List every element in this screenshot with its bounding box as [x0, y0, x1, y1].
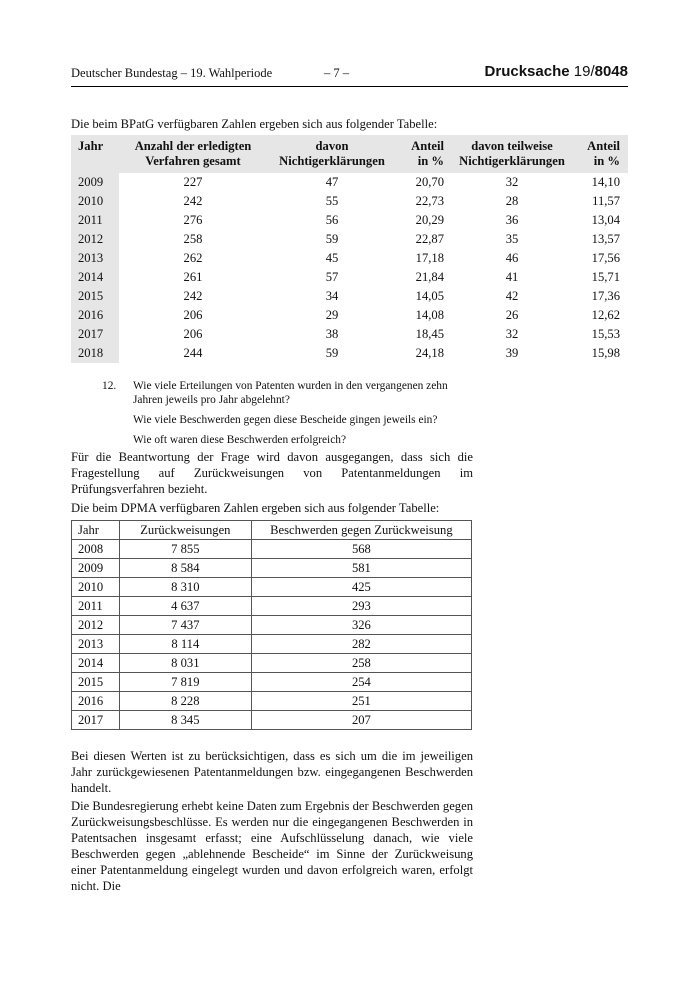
bpatg-header-cell: davon teilweise Nichtigerklärungen — [452, 135, 572, 173]
note-paragraph: Bei diesen Werten ist zu berücksichtigen, dass es sich um die im jeweiligen Jahr zurückgewiesenen Patentanmeldungen bzw. eingegangenen Beschwerden handelt. — [71, 749, 473, 795]
dpma-intro-text: Die beim DPMA verfügbaren Zahlen ergeben sich aus folgender Tabelle: — [71, 501, 440, 515]
header-number-prefix: 19/ — [573, 63, 595, 80]
bpatg-value-cell: 57 — [325, 270, 339, 284]
dpma-table-row — [72, 673, 472, 692]
bpatg-value-cell: 59 — [325, 346, 339, 360]
dpma-value-cell: 7 819 — [119, 673, 251, 692]
bpatg-year-cell: 2014 — [71, 268, 119, 287]
bpatg-value-cell: 262 — [183, 251, 203, 265]
dpma-year-cell: 2016 — [72, 692, 120, 711]
bpatg-year-cell: 2018 — [71, 344, 119, 363]
dpma-table — [71, 520, 472, 730]
dpma-year-cell: 2015 — [72, 673, 120, 692]
bpatg-value-cell: 55 — [325, 194, 339, 208]
dpma-value-cell: 581 — [251, 559, 471, 578]
header-drucksache-label: Drucksache — [484, 63, 570, 80]
bpatg-value-cell: 13,04 — [591, 213, 620, 227]
bpatg-value-cell: 36 — [505, 213, 519, 227]
dpma-value-cell: 254 — [251, 673, 471, 692]
dpma-value-cell: 326 — [251, 616, 471, 635]
bpatg-header-cell: davon Nichtigerklärungen — [267, 135, 397, 173]
bpatg-intro-text: Die beim BPatG verfügbaren Zahlen ergeben sich aus folgender Tabelle: — [71, 117, 438, 131]
bpatg-value-cell: 258 — [183, 232, 203, 246]
dpma-value-cell: 207 — [251, 711, 471, 730]
bpatg-value-cell: 17,18 — [415, 251, 444, 265]
bpatg-table-row — [71, 192, 628, 211]
question-number: 12. — [102, 380, 117, 392]
dpma-year-cell: 2013 — [72, 635, 120, 654]
bpatg-year-cell: 2009 — [71, 173, 119, 192]
bpatg-header-cell: Anzahl der erledigten Verfahren gesamt — [119, 135, 267, 173]
question-text: Wie viele Beschwerden gegen diese Bescheide gingen jeweils ein? — [133, 414, 438, 426]
bpatg-value-cell: 26 — [505, 308, 519, 322]
bpatg-value-cell: 42 — [505, 289, 519, 303]
dpma-table-row — [72, 711, 472, 730]
dpma-value-cell: 8 584 — [119, 559, 251, 578]
dpma-table-row — [72, 597, 472, 616]
bpatg-value-cell: 47 — [325, 175, 339, 189]
bpatg-value-cell: 32 — [505, 327, 519, 341]
dpma-value-cell: 293 — [251, 597, 471, 616]
bpatg-year-cell: 2013 — [71, 249, 119, 268]
dpma-table-row — [72, 616, 472, 635]
bpatg-table-row — [71, 268, 628, 287]
bpatg-value-cell: 22,87 — [415, 232, 444, 246]
bpatg-value-cell: 206 — [183, 308, 203, 322]
bpatg-value-cell: 15,71 — [591, 270, 620, 284]
bpatg-value-cell: 18,45 — [415, 327, 444, 341]
page-header — [71, 63, 628, 87]
dpma-year-cell: 2017 — [72, 711, 120, 730]
bpatg-value-cell: 45 — [325, 251, 339, 265]
dpma-value-cell: 8 310 — [119, 578, 251, 597]
dpma-header-cell: Jahr — [72, 521, 120, 540]
bpatg-year-cell: 2010 — [71, 192, 119, 211]
bpatg-value-cell: 38 — [325, 327, 339, 341]
bpatg-value-cell: 34 — [325, 289, 339, 303]
bpatg-value-cell: 20,29 — [415, 213, 444, 227]
bpatg-table-row — [71, 306, 628, 325]
bpatg-value-cell: 206 — [183, 327, 203, 341]
dpma-header-cell: Beschwerden gegen Zurückweisung — [251, 521, 471, 540]
dpma-year-cell: 2011 — [72, 597, 120, 616]
dpma-table-row — [72, 692, 472, 711]
header-page-number: – 7 – — [324, 66, 349, 80]
dpma-value-cell: 282 — [251, 635, 471, 654]
bpatg-value-cell: 14,10 — [591, 175, 620, 189]
question-line — [102, 433, 474, 447]
bpatg-table — [71, 135, 628, 363]
dpma-value-cell: 251 — [251, 692, 471, 711]
bpatg-value-cell: 22,73 — [415, 194, 444, 208]
header-parliament: Deutscher Bundestag – 19. Wahlperiode — [71, 66, 273, 80]
dpma-value-cell: 8 114 — [119, 635, 251, 654]
dpma-table-row — [72, 578, 472, 597]
dpma-value-cell: 8 228 — [119, 692, 251, 711]
dpma-value-cell: 8 345 — [119, 711, 251, 730]
bpatg-value-cell: 227 — [183, 175, 203, 189]
bpatg-value-cell: 21,84 — [415, 270, 444, 284]
bpatg-table-row — [71, 287, 628, 306]
bpatg-header-cell: Jahr — [71, 135, 119, 173]
bpatg-table-row — [71, 325, 628, 344]
dpma-table-row — [72, 540, 472, 559]
dpma-value-cell: 258 — [251, 654, 471, 673]
dpma-year-cell: 2009 — [72, 559, 120, 578]
bpatg-value-cell: 35 — [505, 232, 519, 246]
bpatg-year-cell: 2016 — [71, 306, 119, 325]
dpma-value-cell: 568 — [251, 540, 471, 559]
bpatg-value-cell: 29 — [325, 308, 339, 322]
header-number-main: 8048 — [594, 63, 628, 80]
bpatg-table-row — [71, 249, 628, 268]
bpatg-year-cell: 2012 — [71, 230, 119, 249]
answer-paragraph: Für die Beantwortung der Frage wird davon ausgegangen, dass sich die Fragestellung auf Zurückweisungen von Patentanmeldungen im Prüfungsverfahren bezieht. — [71, 450, 473, 496]
dpma-value-cell: 8 031 — [119, 654, 251, 673]
bpatg-value-cell: 14,08 — [415, 308, 444, 322]
bpatg-table-row — [71, 211, 628, 230]
bpatg-year-cell: 2011 — [71, 211, 119, 230]
dpma-table-row — [72, 559, 472, 578]
bpatg-value-cell: 13,57 — [591, 232, 620, 246]
bpatg-year-cell: 2017 — [71, 325, 119, 344]
bpatg-table-row — [71, 230, 628, 249]
dpma-value-cell: 7 855 — [119, 540, 251, 559]
dpma-table-row — [72, 635, 472, 654]
dpma-value-cell: 7 437 — [119, 616, 251, 635]
dpma-header-cell: Zurückweisungen — [119, 521, 251, 540]
question-text: Wie viele Erteilungen von Patenten wurden in den vergangenen zehn Jahren jeweils pro Jahr abgelehnt? — [133, 380, 448, 406]
dpma-header-row — [72, 521, 472, 540]
bpatg-value-cell: 17,56 — [591, 251, 620, 265]
bpatg-value-cell: 14,05 — [415, 289, 444, 303]
bpatg-value-cell: 11,57 — [592, 194, 620, 208]
bpatg-value-cell: 28 — [505, 194, 519, 208]
bpatg-value-cell: 15,53 — [591, 327, 620, 341]
dpma-year-cell: 2010 — [72, 578, 120, 597]
bpatg-value-cell: 261 — [183, 270, 203, 284]
bpatg-value-cell: 276 — [183, 213, 203, 227]
question-text: Wie oft waren diese Beschwerden erfolgreich? — [133, 434, 347, 446]
bpatg-value-cell: 41 — [505, 270, 519, 284]
final-paragraph: Die Bundesregierung erhebt keine Daten zum Ergebnis der Beschwerden gegen Zurückweisungsbeschlüsse. Es werden nur die eingegangenen Beschwerden in Patentsachen insgesamt erfasst; eine Aufschlüsselung danach, wie viele Beschwerden gegen „ablehnende Bescheide“ im Sinne der Zurückweisung einer Patentanmeldung eingelegt wurden und davon erfolgreich waren, erfolgt nicht. Die — [71, 799, 473, 893]
dpma-table-row — [72, 654, 472, 673]
bpatg-table-row — [71, 173, 628, 192]
bpatg-value-cell: 244 — [183, 346, 203, 360]
dpma-year-cell: 2014 — [72, 654, 120, 673]
bpatg-value-cell: 15,98 — [591, 346, 620, 360]
bpatg-value-cell: 24,18 — [415, 346, 444, 360]
bpatg-table-row — [71, 344, 628, 363]
bpatg-value-cell: 59 — [325, 232, 339, 246]
question-12 — [102, 379, 474, 447]
header-document-number — [485, 63, 628, 80]
bpatg-header-cell: Anteil in % — [397, 135, 452, 173]
question-line — [102, 413, 474, 427]
bpatg-value-cell: 12,62 — [591, 308, 620, 322]
bpatg-value-cell: 17,36 — [591, 289, 620, 303]
dpma-year-cell: 2008 — [72, 540, 120, 559]
bpatg-value-cell: 46 — [505, 251, 519, 265]
bpatg-value-cell: 32 — [505, 175, 519, 189]
dpma-year-cell: 2012 — [72, 616, 120, 635]
bpatg-value-cell: 39 — [505, 346, 519, 360]
question-line — [102, 379, 474, 407]
bpatg-header-row — [71, 135, 628, 173]
bpatg-year-cell: 2015 — [71, 287, 119, 306]
bpatg-value-cell: 56 — [325, 213, 339, 227]
bpatg-value-cell: 242 — [183, 289, 203, 303]
dpma-value-cell: 4 637 — [119, 597, 251, 616]
dpma-value-cell: 425 — [251, 578, 471, 597]
bpatg-header-cell: Anteil in % — [572, 135, 628, 173]
bpatg-value-cell: 20,70 — [415, 175, 444, 189]
bpatg-value-cell: 242 — [183, 194, 203, 208]
